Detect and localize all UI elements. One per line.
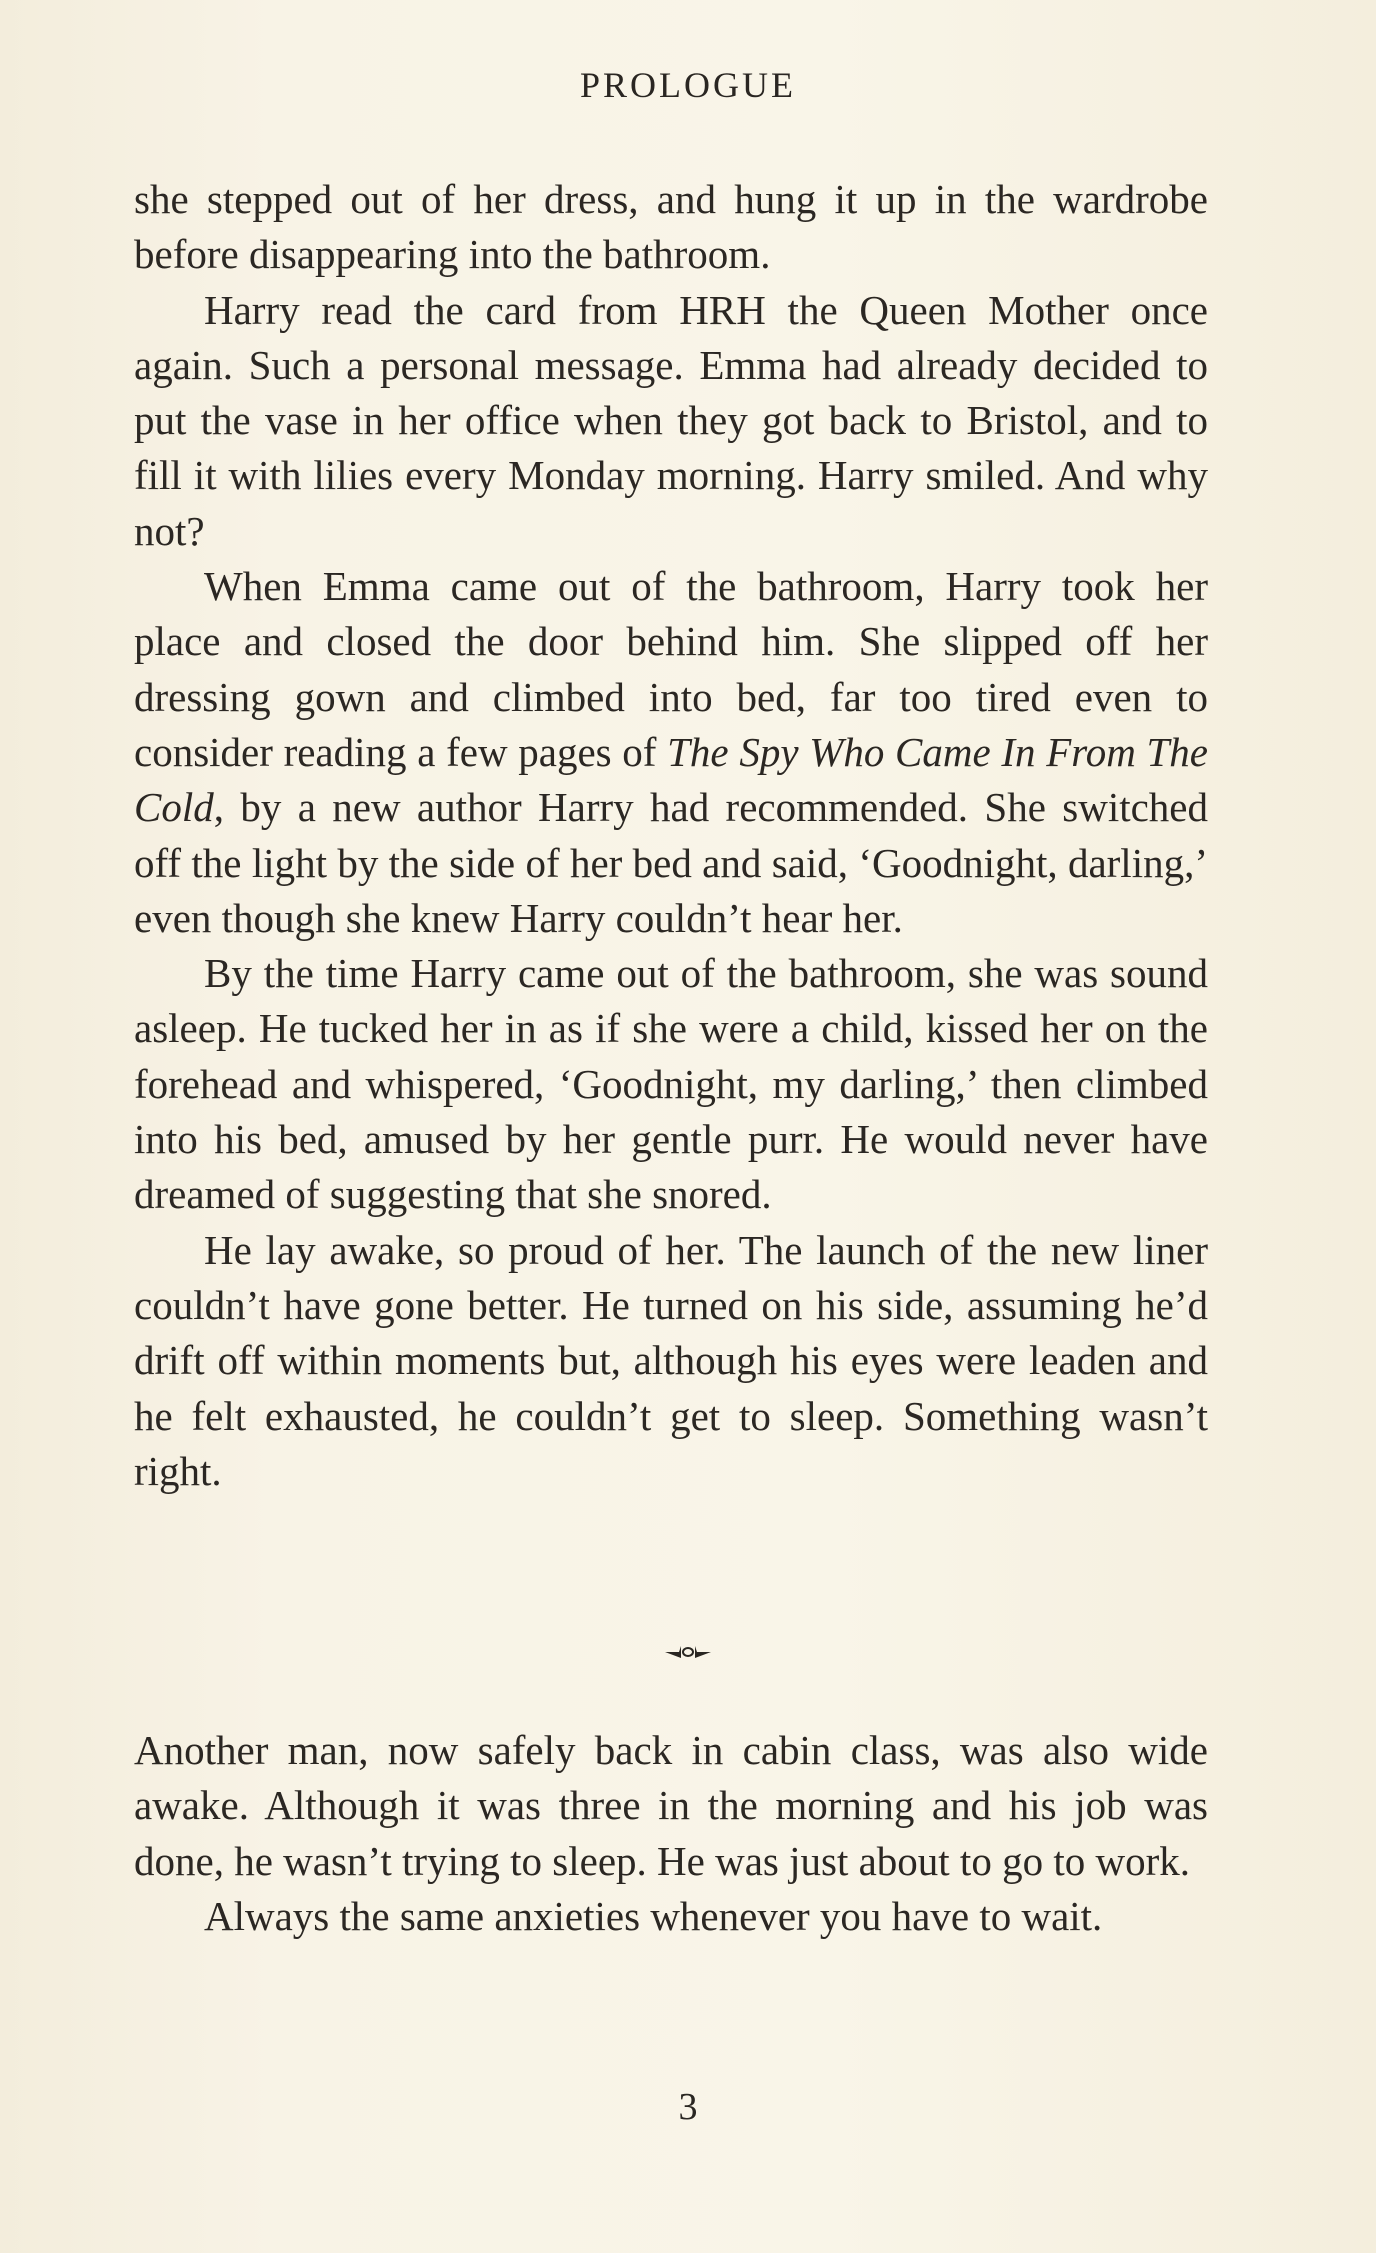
book-title: The Spy Who Came In From The Cold bbox=[134, 728, 1208, 831]
paragraph: Always the same anxieties whenever you have to wait. bbox=[204, 1892, 1103, 1939]
page-number: 3 bbox=[678, 2086, 698, 2128]
paragraph-text: When Emma came out of the bathroom, Harry took her place and closed the door behind him. She slipped off her dressing gown and climbed into bed, far too tired even to consider reading a few pages of bbox=[134, 563, 1208, 775]
paragraph-text: , by a new author Harry had recommended. She switched off the light by the side of her bed and said, ‘Goodnight, darling,’ even though she knew Harry couldn’t hear her. bbox=[134, 784, 1208, 941]
running-header: PROLOGUE bbox=[579, 65, 796, 105]
paragraph: Harry read the card from HRH the Queen Mother once again. Such a personal message. Emma had already decided to put the vase in her office when they got back to Bristol, and to fill it with lilies every Monday morning. Harry smiled. And why not? bbox=[134, 286, 1208, 554]
paragraph: Another man, now safely back in cabin class, was also wide awake. Although it was three in the morning and his job was done, he wasn’t trying to sleep. He was just about to go to work. bbox=[134, 1727, 1208, 1884]
paragraph: By the time Harry came out of the bathroom, she was sound asleep. He tucked her in as if she were a child, kissed her on the forehead and whispered, ‘Goodnight, my darling,’ then climbed into his bed, amused by her gentle purr. He would never have dreamed of suggesting that she snored. bbox=[134, 950, 1208, 1218]
paragraph: she stepped out of her dress, and hung it up in the wardrobe before disappearing into the bathroom. bbox=[134, 176, 1208, 278]
ornament-icon bbox=[663, 1640, 713, 1664]
paragraph bbox=[134, 559, 1208, 946]
body-text-section-2 bbox=[134, 1723, 1208, 1944]
section-break-ornament bbox=[0, 1640, 1376, 1680]
paragraph: He lay awake, so proud of her. The launch of the new liner couldn’t have gone better. He turned on his side, assuming he’d drift off within moments but, although his eyes were leaden and he felt exhausted, he couldn’t get to sleep. Something wasn’t right. bbox=[134, 1226, 1208, 1494]
body-text-section-1 bbox=[134, 172, 1208, 1499]
